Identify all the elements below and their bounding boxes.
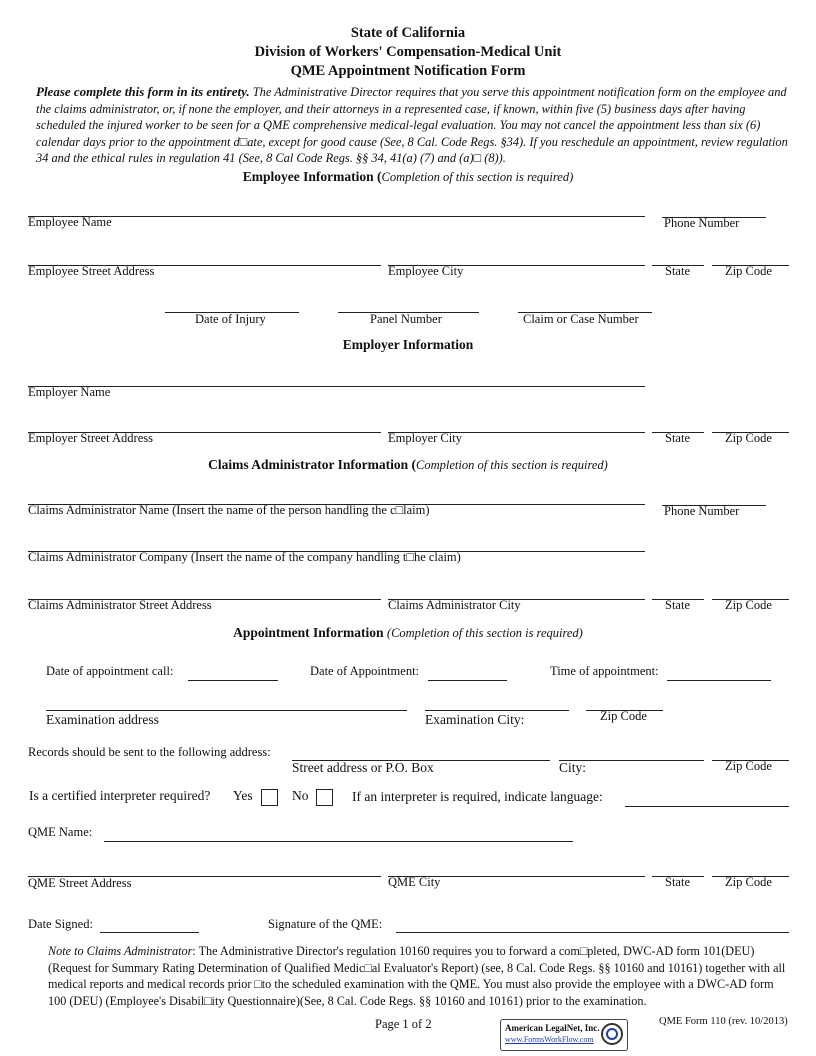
globe-icon <box>600 1022 624 1046</box>
interpreter-yes-checkbox[interactable] <box>261 789 278 806</box>
date-signed-label: Date Signed: <box>28 917 93 931</box>
claims-administrator-note <box>48 943 788 1009</box>
intro-paragraph <box>36 84 792 167</box>
qme-name-label: QME Name: <box>28 825 93 839</box>
claims-name-label: Claims Administrator Name (Insert the name of the person handling the c□laim) <box>28 503 430 517</box>
appointment-date-line[interactable] <box>428 680 507 681</box>
exam-zip-label: Zip Code <box>600 709 647 723</box>
form-number: QME Form 110 (rev. 10/2013) <box>659 1016 788 1027</box>
date-of-injury-label: Date of Injury <box>195 312 266 326</box>
employer-name-label: Employer Name <box>28 385 111 399</box>
claims-section-heading <box>0 457 816 473</box>
appointment-time-line[interactable] <box>667 680 771 681</box>
interpreter-yes-label: Yes <box>233 788 253 803</box>
intro-body: The Administrative Director requires that you serve this appointment notification form on the employee and the claims administrator, or, if none the employer, and their attorneys in a represented case, if known, within five (5) business days after having scheduled the injured worker to be seen for a QME comprehensive medical-legal evaluation. You may not cancel the appointment less than six (6) calendar days prior to the appointment d□ate, except for good cause (See, 8 Cal. Code Regs. §34). If you reschedule an appointment, review regulation 34 and the ethical rules in regulation 41 (See, 8 Cal Code Regs. §§ 34, 41(a) (7) and (a)□ (8)). <box>36 85 788 166</box>
division-title: Division of Workers' Compensation-Medical Unit <box>254 44 562 60</box>
qme-name-line[interactable] <box>104 841 573 842</box>
appointment-call-label: Date of appointment call: <box>46 664 174 678</box>
interpreter-language-label: If an interpreter is required, indicate language: <box>352 789 603 804</box>
qme-signature-line[interactable] <box>396 932 789 933</box>
claim-number-label: Claim or Case Number <box>523 312 639 326</box>
intro-lead: Please complete this form in its entirety. <box>36 84 250 99</box>
employee-zip-label: Zip Code <box>725 264 772 278</box>
claims-section-title: Claims Administrator Information ( <box>208 457 417 472</box>
employer-section-title: Employer Information <box>342 337 474 352</box>
qme-street-label: QME Street Address <box>28 876 132 890</box>
note-lead: Note to Claims Administrator <box>48 944 193 958</box>
appointment-section-note: (Completion of this section is required) <box>386 626 583 640</box>
logo-url[interactable]: www.FormsWorkFlow.com <box>505 1035 594 1044</box>
date-signed-line[interactable] <box>100 932 199 933</box>
qme-city-label: QME City <box>388 875 441 889</box>
records-street-label: Street address or P.O. Box <box>292 760 434 775</box>
records-label: Records should be sent to the following address: <box>28 745 271 759</box>
interpreter-no-label: No <box>292 788 309 803</box>
employer-state-label: State <box>665 431 690 445</box>
employer-zip-label: Zip Code <box>725 431 772 445</box>
form-title: QME Appointment Notification Form <box>290 63 526 79</box>
employee-section-note: Completion of this section is required) <box>381 170 574 184</box>
exam-city-line[interactable] <box>425 710 569 711</box>
panel-number-label: Panel Number <box>370 312 442 326</box>
logo-company-name: American LegalNet, Inc. <box>505 1023 600 1033</box>
employee-name-label: Employee Name <box>28 215 112 229</box>
qme-state-label: State <box>665 875 690 889</box>
appointment-time-label: Time of appointment: <box>550 664 659 678</box>
appointment-section-heading <box>0 625 816 641</box>
employee-section-title: Employee Information ( <box>242 169 382 184</box>
interpreter-question: Is a certified interpreter required? <box>29 788 211 803</box>
exam-city-label: Examination City: <box>425 712 525 727</box>
qme-signature-label: Signature of the QME: <box>268 917 383 931</box>
appointment-date-label: Date of Appointment: <box>310 664 420 678</box>
employee-section-heading <box>0 169 816 185</box>
note-body: : The Administrative Director's regulation 10160 requires you to forward a com□pleted, DWC-AD form 101(DEU) (Request for Summary Rating Determination of Qualified Medic□al Evaluator's Report) (see, 8 Cal. Code Regs. §§ 10160 and 10161) together with all medical reports and medical records prior □to the scheduled examination with the QME. You must also provide the employee with a DWC-AD form 100 (DEU) (Employee's Disabil□ity Questionnaire)(See, 8 Cal. Code Regs. §§ 10160 and 10161) prior to the examination. <box>48 944 786 1008</box>
state-title: State of California <box>350 25 466 41</box>
qme-zip-label: Zip Code <box>725 875 772 889</box>
claims-street-label: Claims Administrator Street Address <box>28 598 212 612</box>
employee-name-line[interactable] <box>28 216 645 217</box>
american-legalnet-logo[interactable] <box>500 1019 628 1051</box>
records-city-label: City: <box>559 760 587 775</box>
employee-city-label: Employee City <box>388 264 464 278</box>
employee-state-label: State <box>665 264 690 278</box>
claims-state-label: State <box>665 598 690 612</box>
employee-street-label: Employee Street Address <box>28 264 155 278</box>
interpreter-no-checkbox[interactable] <box>316 789 333 806</box>
claims-phone-label: Phone Number <box>664 504 740 518</box>
employer-city-label: Employer City <box>388 431 462 445</box>
employee-phone-label: Phone Number <box>664 216 740 230</box>
appointment-section-title: Appointment Information <box>233 625 384 640</box>
exam-address-label: Examination address <box>46 712 159 727</box>
claims-company-label: Claims Administrator Company (Insert the name of the company handling t□he claim) <box>28 550 461 564</box>
claims-zip-label: Zip Code <box>725 598 772 612</box>
claims-city-label: Claims Administrator City <box>388 598 521 612</box>
employer-name-line[interactable] <box>28 386 645 387</box>
appointment-call-line[interactable] <box>188 680 278 681</box>
claims-section-note: Completion of this section is required) <box>416 458 608 472</box>
records-zip-label: Zip Code <box>725 759 772 773</box>
interpreter-language-line[interactable] <box>625 806 789 807</box>
page-number: Page 1 of 2 <box>375 1017 432 1031</box>
employer-street-label: Employer Street Address <box>28 431 153 445</box>
exam-address-line[interactable] <box>46 710 407 711</box>
